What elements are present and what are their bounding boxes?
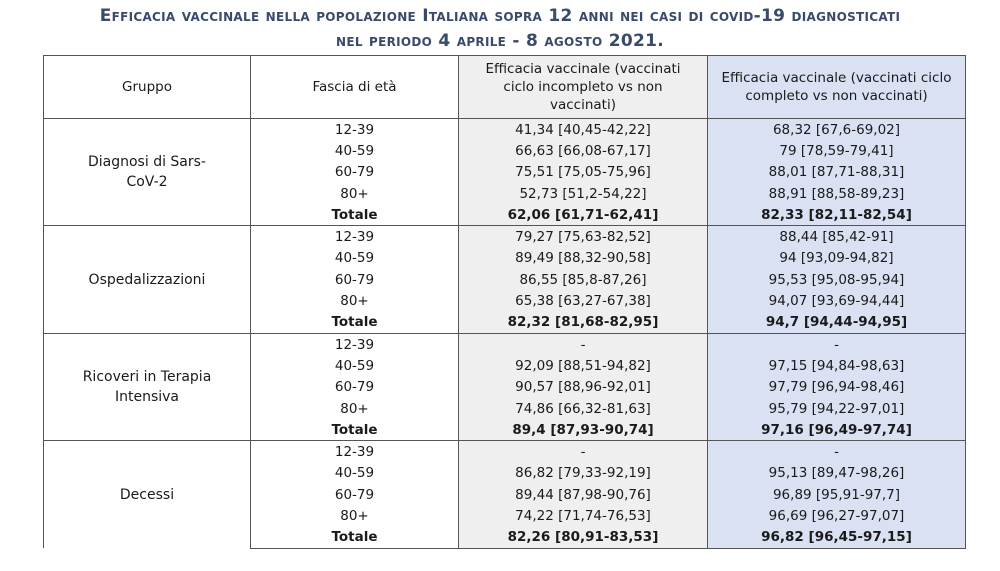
efficacy-completo: 94 [93,09-94,82] <box>708 248 966 269</box>
efficacy-completo: - <box>708 333 966 355</box>
header-row <box>44 56 966 119</box>
efficacy-completo: 96,82 [96,45-97,15] <box>708 527 966 549</box>
group-name: Decessi <box>44 441 251 548</box>
efficacy-completo: 96,89 [95,91-97,7] <box>708 484 966 505</box>
efficacy-completo: 94,7 [94,44-94,95] <box>708 312 966 334</box>
age-band: 40-59 <box>251 248 459 269</box>
age-band: 12-39 <box>251 119 459 141</box>
efficacy-incompleto: 74,86 [66,32-81,63] <box>459 398 708 419</box>
efficacy-table <box>43 55 966 549</box>
group-name: Diagnosi di Sars-CoV-2 <box>44 119 251 226</box>
efficacy-completo: 88,01 [87,71-88,31] <box>708 162 966 183</box>
total-label: Totale <box>251 312 459 334</box>
efficacy-incompleto: 82,32 [81,68-82,95] <box>459 312 708 334</box>
header-fascia: Fascia di età <box>251 56 459 119</box>
age-band: 12-39 <box>251 333 459 355</box>
age-band: 80+ <box>251 398 459 419</box>
efficacy-completo: 97,79 [96,94-98,46] <box>708 377 966 398</box>
efficacy-completo: 88,91 [88,58-89,23] <box>708 183 966 204</box>
table-body <box>44 119 966 549</box>
efficacy-completo: 96,69 [96,27-97,07] <box>708 505 966 526</box>
efficacy-incompleto: 62,06 [61,71-62,41] <box>459 204 708 226</box>
efficacy-completo: - <box>708 441 966 463</box>
age-band: 40-59 <box>251 463 459 484</box>
efficacy-completo: 88,44 [85,42-91] <box>708 226 966 248</box>
age-band: 80+ <box>251 183 459 204</box>
age-band: 12-39 <box>251 226 459 248</box>
efficacy-completo: 97,15 [94,84-98,63] <box>708 355 966 376</box>
age-band: 40-59 <box>251 355 459 376</box>
efficacy-completo: 82,33 [82,11-82,54] <box>708 204 966 226</box>
header-completo: Efficacia vaccinale (vaccinati ciclo completo vs non vaccinati) <box>708 56 966 119</box>
age-band: 60-79 <box>251 377 459 398</box>
efficacy-completo: 95,13 [89,47-98,26] <box>708 463 966 484</box>
page-title <box>0 4 1000 54</box>
table-row <box>44 441 966 463</box>
efficacy-incompleto: 82,26 [80,91-83,53] <box>459 527 708 549</box>
efficacy-incompleto: 66,63 [66,08-67,17] <box>459 140 708 161</box>
age-band: 80+ <box>251 290 459 311</box>
age-band: 60-79 <box>251 484 459 505</box>
efficacy-completo: 95,53 [95,08-95,94] <box>708 269 966 290</box>
title-line-2: nel periodo 4 aprile - 8 agosto 2021. <box>336 31 664 51</box>
efficacy-incompleto: 86,55 [85,8-87,26] <box>459 269 708 290</box>
table-row <box>44 333 966 355</box>
efficacy-completo: 95,79 [94,22-97,01] <box>708 398 966 419</box>
efficacy-completo: 94,07 [93,69-94,44] <box>708 290 966 311</box>
group-name: Ospedalizzazioni <box>44 226 251 333</box>
title-line-1: Efficacia vaccinale nella popolazione Italiana sopra 12 anni nei casi di covid-19 diagnosticati <box>99 6 901 26</box>
total-label: Totale <box>251 204 459 226</box>
efficacy-incompleto: 89,49 [88,32-90,58] <box>459 248 708 269</box>
total-label: Totale <box>251 527 459 549</box>
table-row <box>44 119 966 141</box>
efficacy-completo: 79 [78,59-79,41] <box>708 140 966 161</box>
age-band: 40-59 <box>251 140 459 161</box>
header-incompleto: Efficacia vaccinale (vaccinati ciclo incompleto vs non vaccinati) <box>459 56 708 119</box>
efficacy-incompleto: 89,4 [87,93-90,74] <box>459 419 708 441</box>
efficacy-incompleto: - <box>459 333 708 355</box>
total-label: Totale <box>251 419 459 441</box>
efficacy-incompleto: 90,57 [88,96-92,01] <box>459 377 708 398</box>
age-band: 12-39 <box>251 441 459 463</box>
efficacy-incompleto: 41,34 [40,45-42,22] <box>459 119 708 141</box>
age-band: 60-79 <box>251 162 459 183</box>
age-band: 80+ <box>251 505 459 526</box>
efficacy-completo: 97,16 [96,49-97,74] <box>708 419 966 441</box>
header-gruppo: Gruppo <box>44 56 251 119</box>
efficacy-incompleto: - <box>459 441 708 463</box>
efficacy-incompleto: 75,51 [75,05-75,96] <box>459 162 708 183</box>
efficacy-incompleto: 92,09 [88,51-94,82] <box>459 355 708 376</box>
table-row <box>44 226 966 248</box>
efficacy-incompleto: 74,22 [71,74-76,53] <box>459 505 708 526</box>
efficacy-incompleto: 52,73 [51,2-54,22] <box>459 183 708 204</box>
efficacy-incompleto: 89,44 [87,98-90,76] <box>459 484 708 505</box>
age-band: 60-79 <box>251 269 459 290</box>
efficacy-incompleto: 86,82 [79,33-92,19] <box>459 463 708 484</box>
efficacy-incompleto: 79,27 [75,63-82,52] <box>459 226 708 248</box>
efficacy-incompleto: 65,38 [63,27-67,38] <box>459 290 708 311</box>
group-name: Ricoveri in Terapia Intensiva <box>44 333 251 440</box>
efficacy-completo: 68,32 [67,6-69,02] <box>708 119 966 141</box>
